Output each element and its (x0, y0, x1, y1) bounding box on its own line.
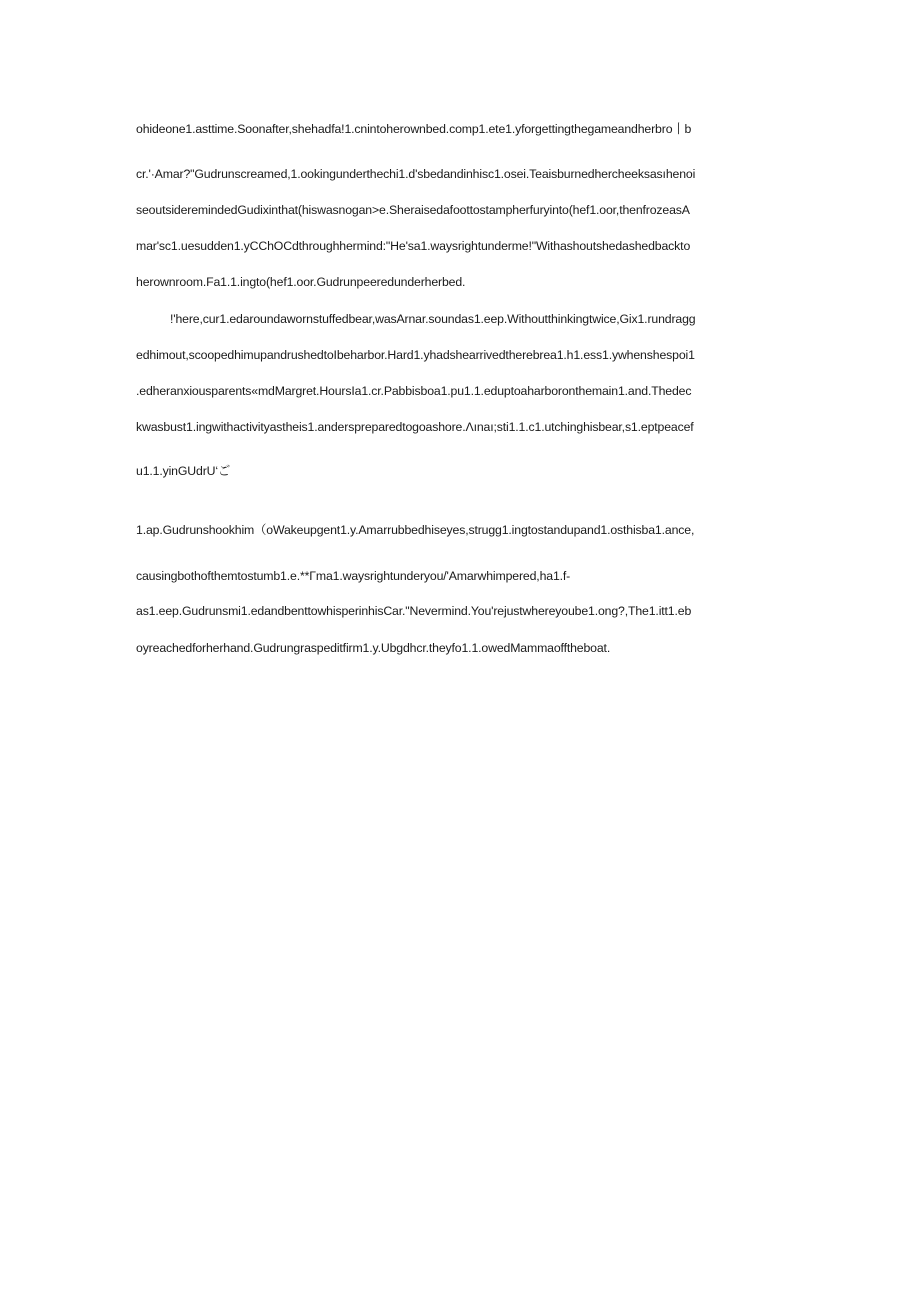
text-line-13: as1.eep.Gudrunsmi1.edandbenttowhisperinhisCar."Nevermind.You'rejustwhereyoube1.ong?,The1.itt1.eb (136, 604, 692, 618)
text-line-5: herownroom.Fa1.1.ingto(hef1.oor.Gudrunpeeredunderherbed. (136, 275, 466, 289)
text-line-6: !'here,cur1.edaroundawornstuffedbear,wasArnar.soundas1.eep.Withoutthinkingtwice,Gix1.rundragg (170, 312, 696, 326)
text-line-12: causingbothofthemtostumb1.e.**Γma1.waysrightunderyou/'Amarwhimpered,ha1.f- (136, 569, 571, 583)
text-line-9: kwasbust1.ingwithactivityastheis1.anderspreparedtogoashore.Λınaı;sti1.1.c1.utchinghisbear,s1.eptpeacef (136, 420, 694, 434)
text-line-11: 1.ap.Gudrunshookhim（oWakeupgent1.y.Amarrubbedhiseyes,strugg1.ingtostandupand1.osthisba1.ance, (136, 523, 695, 537)
text-line-10: u1.1.yinGUdrU‘ご (136, 464, 231, 478)
text-line-14: oyreachedforherhand.Gudrungraspeditfirm1.y.Ubgdhcr.theyfo1.1.owedMammaofftheboat. (136, 641, 611, 655)
text-line-3: seoutsideremindedGudixinthat(hiswasnogan>e.Sheraisedafoottostampherfuryinto(hef1.oor,thenfrozeasA (136, 203, 690, 217)
text-line-2: cr.'·Amar?"Gudrunscreamed,1.ookingunderthechi1.d'sbedandinhisc1.osei.Teaisburnedhercheeksasıhenoi (136, 167, 696, 181)
text-line-1: ohideone1.asttime.Soonafter,shehadfa!1.cnintoherownbed.comp1.ete1.yforgettingthegameandherbro丨b (136, 122, 692, 136)
text-line-7: edhimout,scoopedhimupandrushedtoIbeharbor.Hard1.yhadshearrivedtherebrea1.h1.ess1.ywhenshespoi1 (136, 348, 695, 362)
text-line-4: mar'sc1.uesudden1.yCChOCdthroughhermind:"He'sa1.waysrightunderme!"Withashoutshedashedbackto (136, 239, 691, 253)
text-line-8: .edheranxiousparents«mdMargret.HoursIa1.cr.Pabbisboa1.pu1.1.eduptoaharboronthemain1.and.Thedec (136, 384, 692, 398)
